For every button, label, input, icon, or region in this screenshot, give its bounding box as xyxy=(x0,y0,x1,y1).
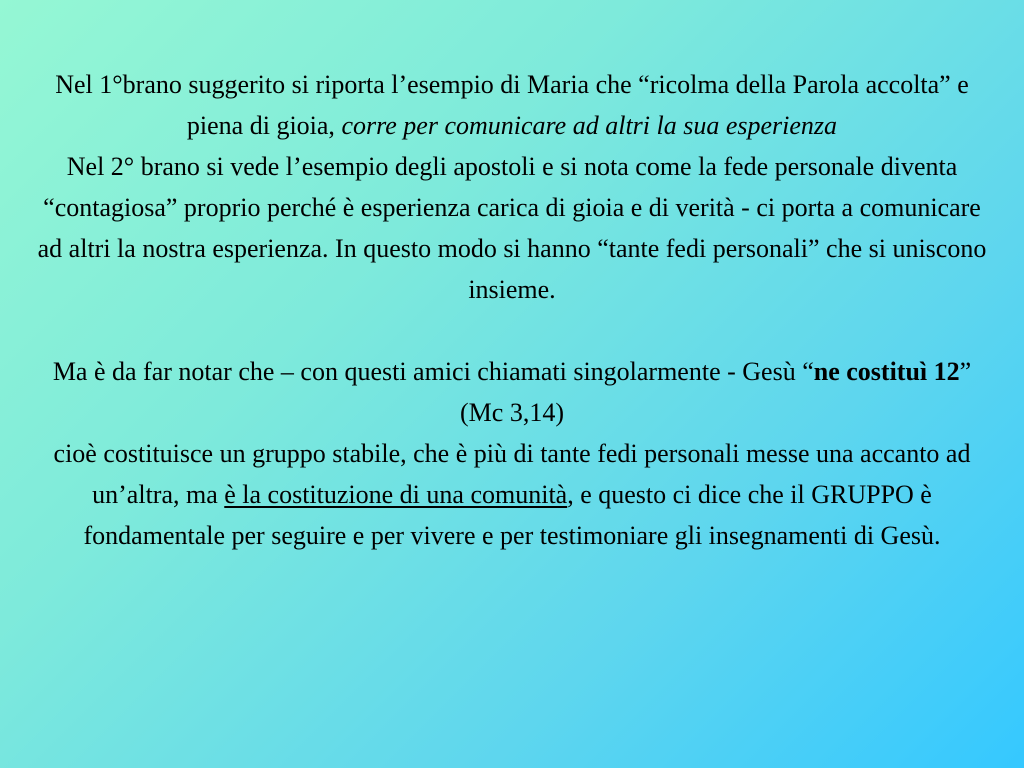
paragraph-gruppo-underlined: è la costituzione di una comunità xyxy=(224,480,568,509)
paragraph-gesu-bold: ne costituì 12 xyxy=(813,357,960,386)
paragraph-gruppo xyxy=(28,433,996,556)
paragraph-apostoli xyxy=(28,146,996,310)
paragraph-gesu-after: ” (Mc 3,14) xyxy=(460,357,972,427)
paragraph-spacer xyxy=(28,310,996,351)
paragraph-apostoli-text: Nel 2° brano si vede l’esempio degli apostoli e si nota come la fede personale diventa “contagiosa” proprio perché è esperienza carica di gioia e di verità - ci porta a comunicare ad altri la nostra esperienza. In questo modo si hanno “tante fedi personali” che si uniscono insieme. xyxy=(37,152,987,304)
paragraph-gesu-text: Ma è da far notar che – con questi amici chiamati singolarmente - Gesù “ xyxy=(52,357,814,386)
paragraph-maria-text: Nel 1°brano suggerito si riporta l’esempio di Maria che “ricolma della Parola accolta” e piena di gioia, xyxy=(55,70,969,140)
paragraph-gruppo-text: cioè costituisce un gruppo stabile, che è più di tante fedi personali messe una accanto ad un’altra, ma xyxy=(53,439,971,509)
slide-body xyxy=(28,64,996,556)
paragraph-gesu xyxy=(28,351,996,433)
paragraph-gruppo-after: , e questo ci dice che il GRUPPO è fondamentale per seguire e per vivere e per testimoniare gli insegnamenti di Gesù. xyxy=(83,480,941,550)
paragraph-maria-italic: corre per comunicare ad altri la sua esperienza xyxy=(341,111,838,140)
paragraph-maria xyxy=(28,64,996,146)
